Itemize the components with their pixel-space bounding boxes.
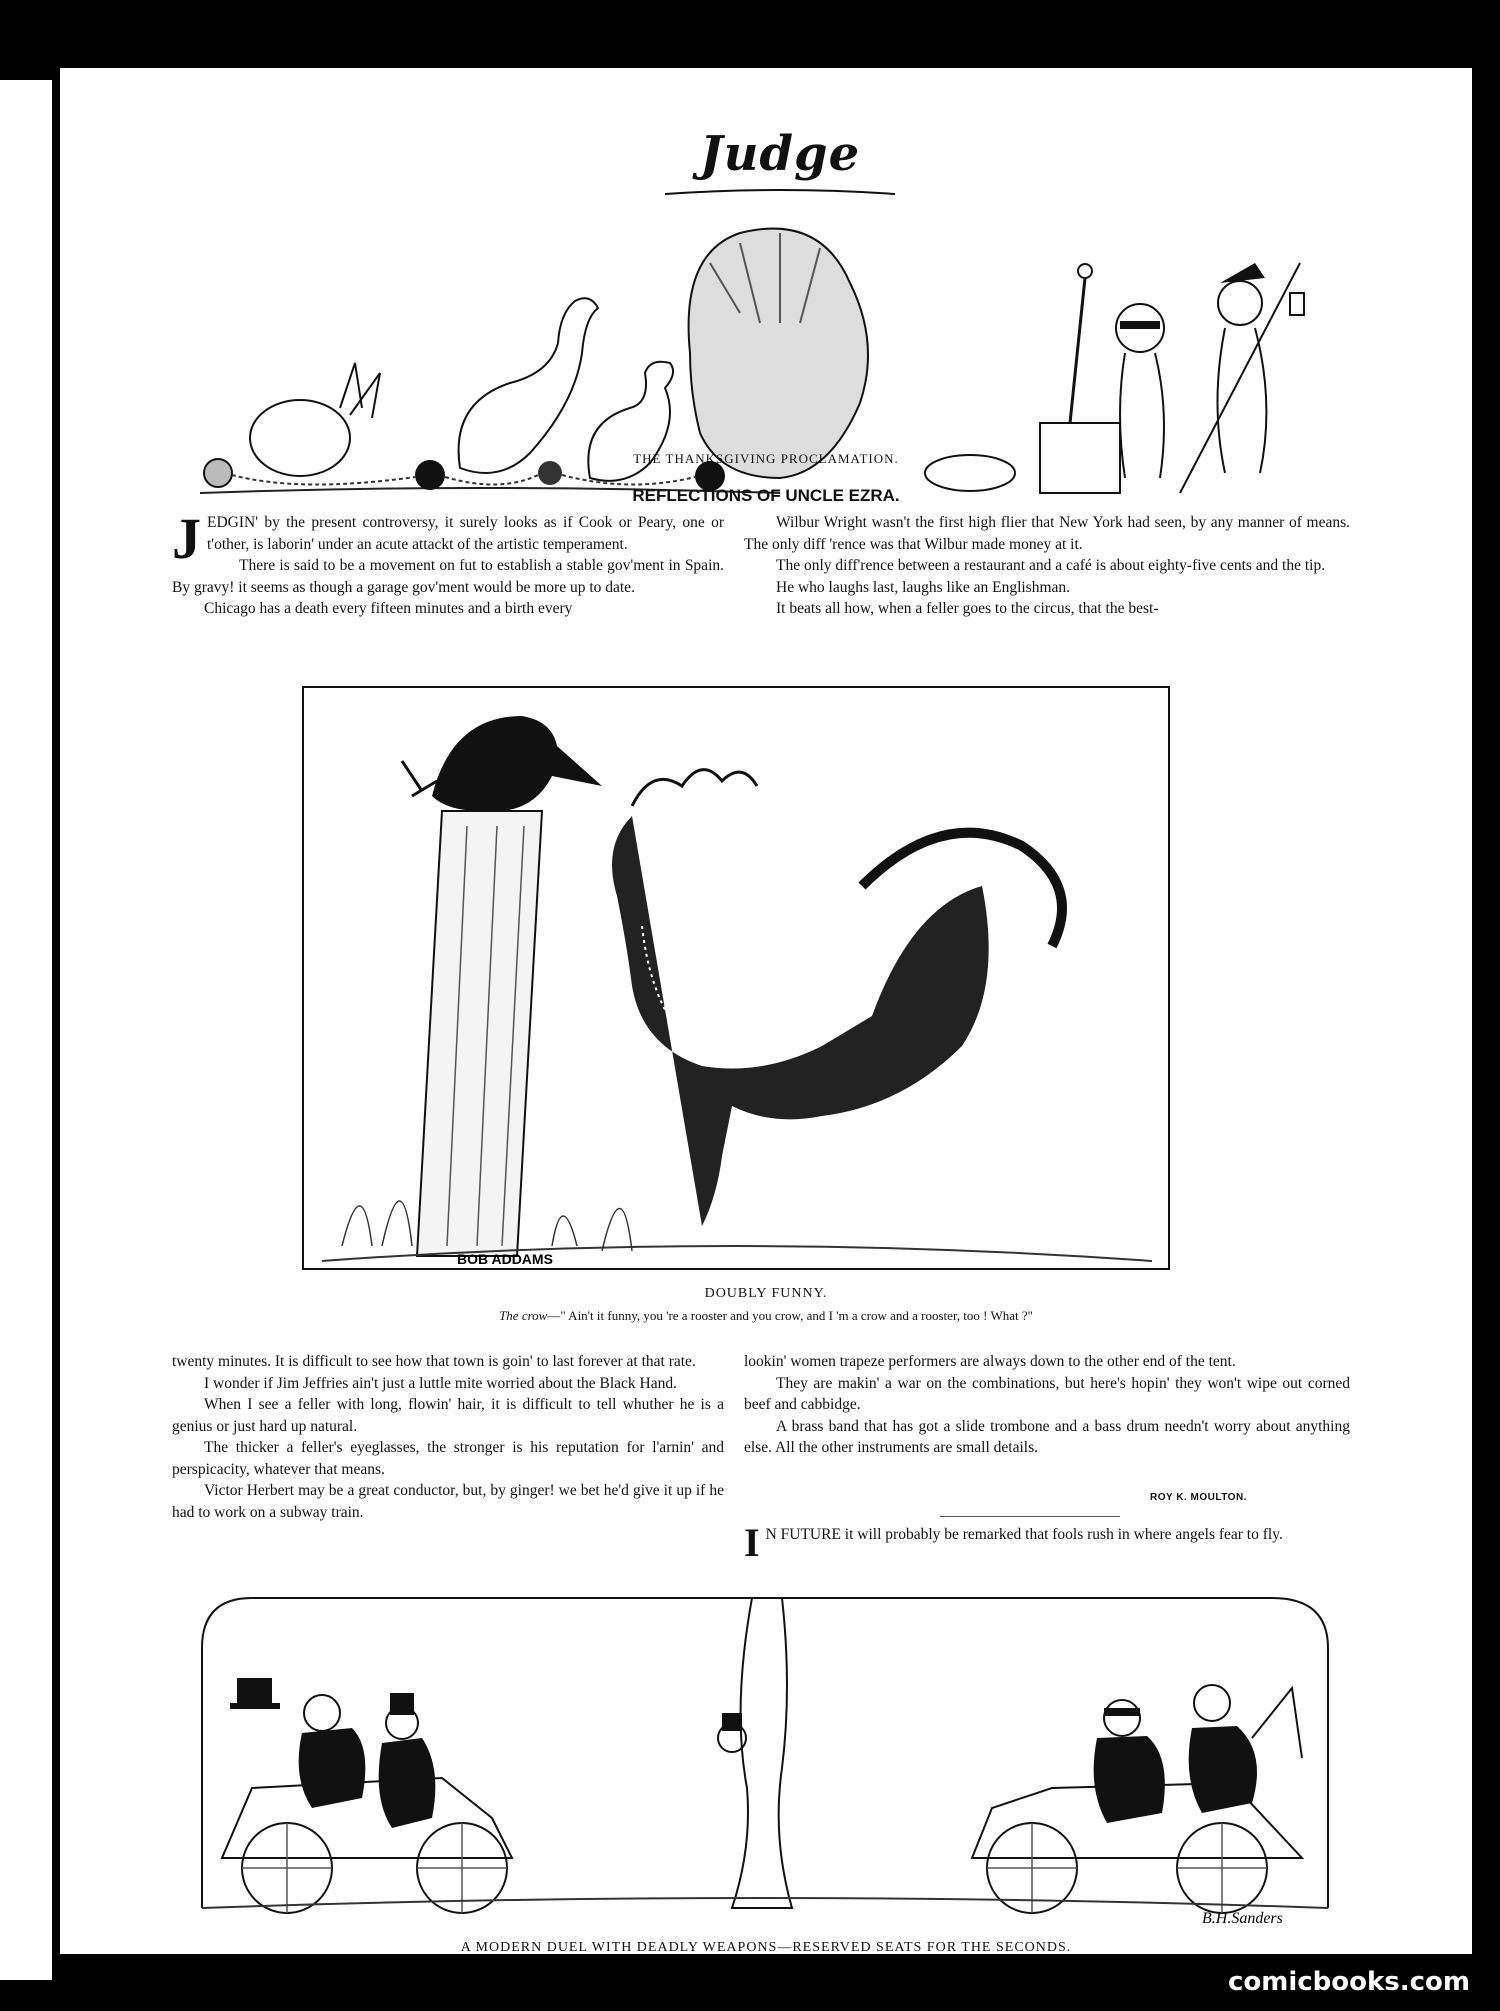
filler-paragraph	[744, 1520, 1350, 1565]
article-headline: REFLECTIONS OF UNCLE EZRA.	[632, 486, 900, 505]
crow-rooster-speaker: The crow	[499, 1308, 548, 1323]
article-paragraph: There is said to be a movement on fut to establish a stable gov'ment in Spain. By gravy! it seems as though a garage gov'ment would be more up to date.	[172, 557, 724, 596]
duel-cartoon	[192, 1588, 1338, 1938]
article-paragraph: When I see a feller with long, flowin' hair, it is difficult to tell whuther he is a genius or just hard up natural.	[172, 1396, 724, 1435]
facing-page-edge	[0, 80, 52, 1980]
article-paragraph: The thicker a feller's eyeglasses, the stronger is his reputation for l'arnin' and perspicacity, whatever that means.	[172, 1439, 724, 1478]
filler-text-block	[744, 1520, 1350, 1565]
article-paragraph: The only diff'rence between a restaurant and a café is about eighty-five cents and the tip.	[776, 557, 1326, 574]
article-paragraph: lookin' women trapeze performers are always down to the other end of the tent.	[744, 1353, 1236, 1370]
article-paragraph: twenty minutes. It is difficult to see how that town is goin' to last forever at that rate.	[172, 1353, 696, 1370]
thanksgiving-caption: THE THANKSGIVING PROCLAMATION.	[633, 451, 899, 466]
crow-rooster-title: DOUBLY FUNNY.	[704, 1286, 828, 1301]
crow-rooster-artist-signature: BOB ADDAMS	[457, 1251, 553, 1267]
crow-rooster-quote: —" Ain't it funny, you 're a rooster and you crow, and I 'm a crow and a rooster, too ! What ?"	[547, 1308, 1033, 1323]
article-paragraph: They are makin' a war on the combinations, but here's hopin' they won't wipe out corned beef and cabbidge.	[744, 1374, 1350, 1413]
article-dropcap: J	[172, 506, 201, 571]
article-paragraph: Chicago has a death every fifteen minutes and a birth every	[204, 600, 573, 617]
duel-caption: A MODERN DUEL WITH DEADLY WEAPONS—RESERVED SEATS FOR THE SECONDS.	[460, 1940, 1072, 1955]
article-paragraph	[172, 506, 724, 571]
article-paragraph: Wilbur Wright wasn't the first high flier that New York had seen, by any manner of means. The only diff 'rence was that Wilbur made money at it.	[744, 514, 1350, 553]
article-signature: ROY K. MOULTON.	[1150, 1492, 1247, 1503]
magazine-page	[60, 68, 1472, 1954]
filler-dropcap: I	[744, 1520, 760, 1565]
crow-rooster-cartoon	[302, 686, 1170, 1274]
site-watermark: comicbooks.com	[1227, 1967, 1470, 1997]
article-column-right-top	[744, 512, 1350, 620]
article-column-right-bottom	[744, 1351, 1350, 1459]
article-column-left-top	[172, 506, 724, 620]
article-paragraph: A brass band that has got a slide trombone and a bass drum needn't worry about anything else. All the other instruments are small details.	[744, 1417, 1350, 1456]
duel-artist-signature: B.H.Sanders	[1202, 1910, 1283, 1927]
article-paragraph: It beats all how, when a feller goes to the circus, that the best-	[776, 600, 1159, 617]
filler-text: N FUTURE it will probably be remarked that fools rush in where angels fear to fly.	[765, 1526, 1283, 1543]
column-divider-rule	[940, 1516, 1120, 1517]
article-paragraph-text: EDGIN' by the present controversy, it surely looks as if Cook or Peary, one or t'other, is laborin' under an acute attackt of the artistic temperament.	[207, 514, 724, 553]
article-column-left-bottom	[172, 1351, 724, 1523]
masthead-text: Judge	[699, 126, 861, 182]
article-paragraph: He who laughs last, laughs like an Englishman.	[776, 578, 1071, 596]
crow-rooster-dialogue	[60, 1308, 1472, 1324]
article-paragraph: I wonder if Jim Jeffries ain't just a luttle mite worried about the Black Hand.	[204, 1374, 677, 1392]
article-paragraph: Victor Herbert may be a great conductor, but, by ginger! we bet he'd give it up if he had to work on a subway train.	[172, 1482, 724, 1521]
